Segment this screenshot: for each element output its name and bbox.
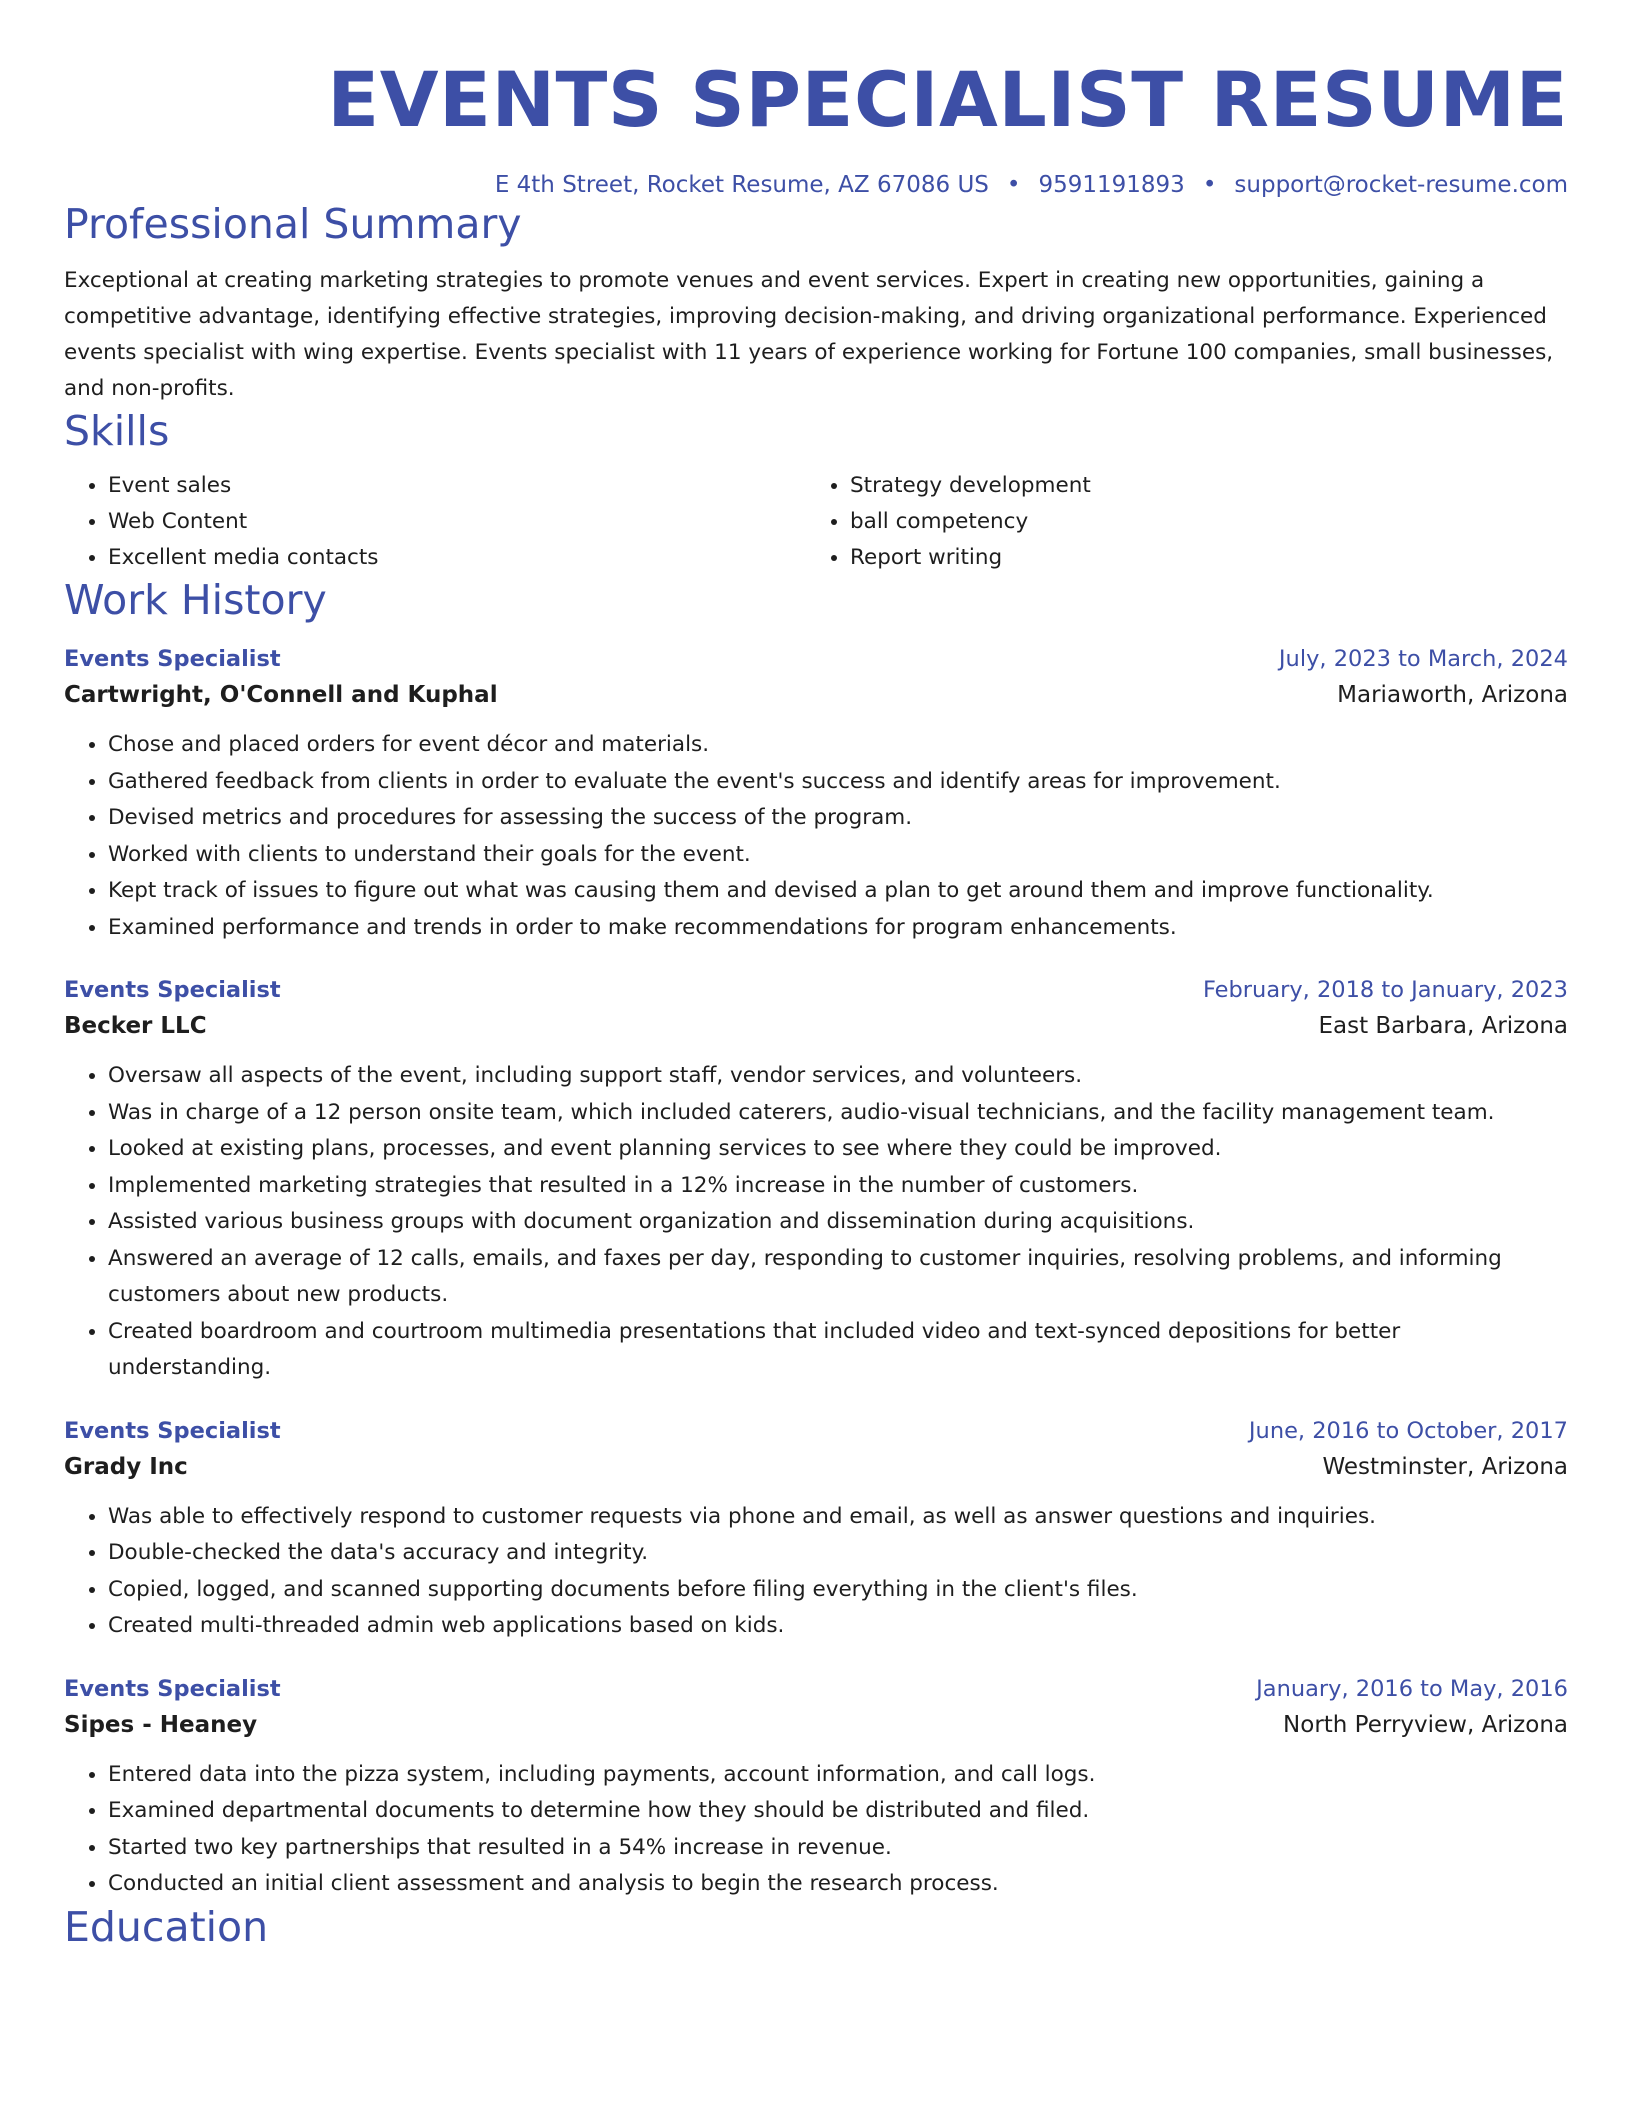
job-bullet: • Chose and placed orders for event décor and materials. [108, 727, 1568, 764]
job-dates: July, 2023 to March, 2024 [1278, 646, 1568, 673]
job-dates: January, 2016 to May, 2016 [1256, 1675, 1568, 1702]
job-bullet: • Created multi-threaded admin web applications based on kids. [108, 1608, 1568, 1645]
skill-item: • ball competency [850, 504, 1548, 540]
job-company: Becker LLC [64, 1013, 207, 1040]
job-location: Westminster, Arizona [1322, 1453, 1568, 1480]
job-title: Events Specialist [64, 1675, 281, 1702]
job-dates: June, 2016 to October, 2017 [1248, 1417, 1568, 1444]
job-header-row [64, 972, 1568, 1008]
job-bullets [64, 727, 1568, 946]
job-bullet: • Entered data into the pizza system, including payments, account information, and call logs. [108, 1757, 1568, 1794]
skill-item: • Excellent media contacts [108, 540, 806, 576]
skills-column-right [806, 468, 1548, 576]
skill-item: • Report writing [850, 540, 1548, 576]
education-heading: Education [64, 1902, 269, 1951]
job-bullets [64, 1058, 1568, 1387]
job-company-row [64, 677, 1568, 713]
job-bullet: • Gathered feedback from clients in order to evaluate the event's success and identify areas for improvement. [108, 764, 1568, 801]
job-bullet: • Created boardroom and courtroom multimedia presentations that included video and text-synced depositions for better understanding. [108, 1314, 1568, 1387]
job-entry [64, 1413, 1568, 1645]
job-company: Cartwright, O'Connell and Kuphal [64, 682, 498, 709]
job-company-row [64, 1449, 1568, 1485]
job-bullet: • Copied, logged, and scanned supporting documents before filing everything in the client's files. [108, 1572, 1568, 1609]
work-history-heading: Work History [64, 575, 327, 624]
job-bullet: • Devised metrics and procedures for assessing the success of the program. [108, 800, 1568, 837]
job-bullet: • Kept track of issues to figure out what was causing them and devised a plan to get around them and improve functionality. [108, 873, 1568, 910]
job-title: Events Specialist [64, 977, 281, 1004]
job-company: Sipes - Heaney [64, 1711, 258, 1738]
summary-text: Exceptional at creating marketing strategies to promote venues and event services. Expert in creating new opportunities, gaining a competitive advantage, identifying effective strategies, improving decision-making, and driving organizational performance. Experienced events specialist with wing expertise. Events specialist with 11 years of experience working for Fortune 100 companies, small businesses, and non-profits. [64, 267, 1554, 401]
skills-heading: Skills [64, 406, 170, 455]
job-bullet: • Worked with clients to understand their goals for the event. [108, 837, 1568, 874]
job-bullet: • Examined performance and trends in order to make recommendations for program enhancements. [108, 910, 1568, 947]
resume-title: EVENTS SPECIALIST RESUME [327, 55, 1568, 144]
skill-item: • Event sales [108, 468, 806, 504]
job-location: Mariaworth, Arizona [1337, 682, 1568, 709]
job-bullet: • Double-checked the data's accuracy and integrity. [108, 1535, 1568, 1572]
job-location: East Barbara, Arizona [1318, 1013, 1568, 1040]
job-bullet: • Was in charge of a 12 person onsite team, which included caterers, audio-visual technicians, and the facility management team. [108, 1095, 1568, 1132]
job-header-row [64, 1671, 1568, 1707]
contact-line [64, 172, 1568, 200]
job-entry [64, 972, 1568, 1387]
skills-list [64, 468, 1568, 576]
job-bullet: • Assisted various business groups with document organization and dissemination during acquisitions. [108, 1204, 1568, 1241]
job-dates: February, 2018 to January, 2023 [1202, 977, 1568, 1004]
job-entry [64, 641, 1568, 946]
job-bullet: • Was able to effectively respond to customer requests via phone and email, as well as answer questions and inquiries. [108, 1499, 1568, 1536]
contact-phone: 9591191893 [1038, 172, 1185, 198]
job-bullet: • Examined departmental documents to determine how they should be distributed and filed. [108, 1793, 1568, 1830]
job-bullet: • Conducted an initial client assessment and analysis to begin the research process. [108, 1866, 1568, 1903]
contact-separator: • [1202, 172, 1217, 198]
job-title: Events Specialist [64, 1417, 281, 1444]
job-header-row [64, 641, 1568, 677]
job-company-row [64, 1008, 1568, 1044]
job-bullet: • Implemented marketing strategies that resulted in a 12% increase in the number of customers. [108, 1168, 1568, 1205]
job-bullet: • Looked at existing plans, processes, and event planning services to see where they could be improved. [108, 1131, 1568, 1168]
skills-column-left [64, 468, 806, 576]
job-bullet: • Oversaw all aspects of the event, including support staff, vendor services, and volunteers. [108, 1058, 1568, 1095]
job-location: North Perryview, Arizona [1283, 1711, 1568, 1738]
job-header-row [64, 1413, 1568, 1449]
contact-email[interactable]: support@rocket-resume.com [1234, 172, 1568, 198]
skill-item: • Strategy development [850, 468, 1548, 504]
contact-separator: • [1006, 172, 1021, 198]
summary-heading: Professional Summary [64, 199, 522, 248]
contact-address: E 4th Street, Rocket Resume, AZ 67086 US [494, 172, 989, 198]
job-entry [64, 1671, 1568, 1903]
job-bullets [64, 1499, 1568, 1645]
job-bullets [64, 1757, 1568, 1903]
job-company: Grady Inc [64, 1453, 188, 1480]
job-company-row [64, 1707, 1568, 1743]
job-title: Events Specialist [64, 646, 281, 673]
job-bullet: • Started two key partnerships that resulted in a 54% increase in revenue. [108, 1830, 1568, 1867]
skill-item: • Web Content [108, 504, 806, 540]
job-bullet: • Answered an average of 12 calls, emails, and faxes per day, responding to customer inquiries, resolving problems, and informing customers about new products. [108, 1241, 1568, 1314]
